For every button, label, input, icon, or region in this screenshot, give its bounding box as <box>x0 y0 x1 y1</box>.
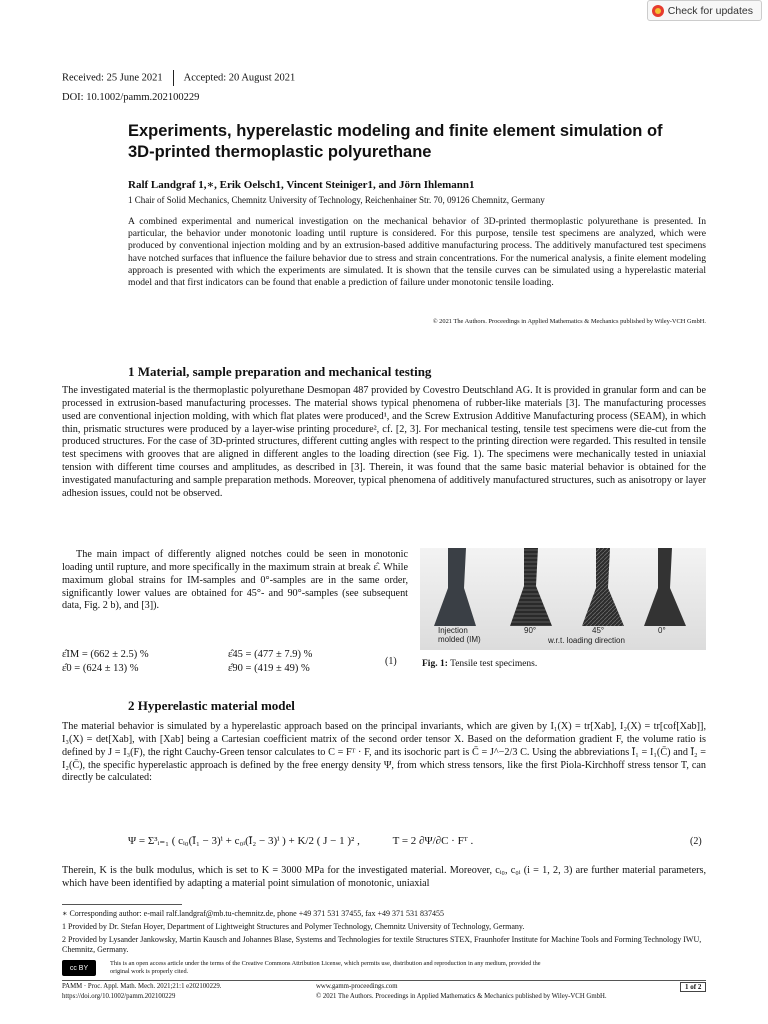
accepted-date: Accepted: 20 August 2021 <box>183 72 296 84</box>
label-injection-molded: Injection molded (IM) <box>438 626 481 644</box>
eq1-im: ε̂IM = (662 ± 2.5) % <box>62 649 149 660</box>
check-for-updates-button[interactable] <box>647 0 762 21</box>
paper-title: Experiments, hyperelastic modeling and finite element simulation of 3D-printed thermoplastic polyurethane <box>128 122 663 161</box>
section-1-paragraph-1: The investigated material is the thermoplastic polyurethane Desmopan 487 provided by Covestro Deutschland AG. It is provided in granular form and can be processed in extrusion-based manufacturing processes. The material shows typical phenomena of rubber-like materials [3]. The manufacturing processes used are conventional injection molding, with which flat plates were produced¹, and the Screw Extrusion Additive Manufacturing process (SEAM), in which thin, prismatic structures were produced by a layer-wise printing procedure², cf. [2, 3]. For mechanical testing, tensile test specimens were die-cut from the produced structures. For the case of 3D-printed structures, different cutting angles with respect to the printing direction were regarded. This resulted in tensile test specimens with grooves that are aligned in different angles to the loading direction (see Fig. 1). The specimens were mechanically tested in uniaxial tension with different time courses and amplitudes, as described in [3]. Therein, it was found that the same basic material behavior is obtained for the investigated manufacturing and sample preparation methods. Moreover, typical phenomena of additively manufactured structures, such as anisotropy or layer adhesion issues, could not be observed. <box>62 385 706 499</box>
label-90: 90° <box>524 626 537 635</box>
footer-website[interactable]: www.gamm-proceedings.com <box>316 983 398 990</box>
label-loading-direction: w.r.t. loading direction <box>548 636 625 645</box>
footnote-rule <box>62 904 182 905</box>
figure-1-caption <box>422 659 537 669</box>
equation-1 <box>62 648 312 676</box>
eq2-free-energy: Ψ = Σ³ᵢ₌₁ ( cᵢ₀(Ī₁ − 3)ⁱ + c₀ᵢ(Ī₂ − 3)ⁱ ) + K/2 ( J − 1 )² , <box>128 835 360 847</box>
section-1-paragraph-2: The main impact of differently aligned notches could be seen in monotonic loading until rupture, and more specifically in the maximum strain at break ε̂. While maximum global strains for IM-samples and 0°-samples are in the same order, significantly lower values are obtained for 45°- and 90°-samples (see subsequent data, Fig. 2 b), and [3]). <box>62 549 408 612</box>
footer-doi[interactable]: https://doi.org/10.1002/pamm.202100229 <box>62 993 176 1000</box>
section-2-paragraph-2: Therein, K is the bulk modulus, which is set to K = 3000 MPa for the investigated material. Moreover, cᵢ₀, c₀ᵢ (i = 1, 2, 3) are further material parameters, which have been identified by adapting a material point simulation of monotonic, uniaxial <box>62 865 706 889</box>
footer-journal: PAMM · Proc. Appl. Math. Mech. 2021;21:1 e202100229. <box>62 983 222 990</box>
page-number: 1 of 2 <box>680 982 706 992</box>
dates-line <box>62 70 295 86</box>
equation-2-number: (2) <box>690 836 702 847</box>
cc-license-icon: cc BY <box>62 960 96 976</box>
caption-label: Fig. 1: <box>422 659 448 669</box>
equation-2 <box>128 834 473 847</box>
check-updates-label: Check for updates <box>667 4 753 17</box>
footer-copyright: © 2021 The Authors. Proceedings in Applied Mathematics & Mechanics published by Wiley-VCH GmbH. <box>316 993 607 1000</box>
abstract: A combined experimental and numerical investigation on the mechanical behavior of 3D-printed thermoplastic polyurethane is presented. In particular, the behavior under monotonic loading until rupture is considered. For this purpose, tensile test specimens are analyzed, which were produced by conventional injection molding and by an extrusion-based additive manufacturing process. The additively manufactured test specimens have notched surfaces that influence the failure behavior due to stress and strain concentrations. For the numerical analysis, a finite element modeling approach is presented with which the experiments are simulated. It is shown that the tensile curves can be simulated using a hyperelastic material model and that first indicators can be found that enable a prediction of failure under monotonic tensile loading. <box>128 216 706 289</box>
footnote-corresponding: ∗ Corresponding author: e-mail ralf.landgraf@mb.tu-chemnitz.de, phone +49 371 531 37455, fax +49 371 531 837455 <box>62 909 444 918</box>
caption-text: Tensile test specimens. <box>447 659 538 669</box>
eq1-45: ε̂45 = (477 ± 7.9) % <box>228 649 313 660</box>
author-list: Ralf Landgraf 1,∗, Erik Oelsch1, Vincent Steiniger1, and Jörn Ihlemann1 <box>128 179 475 191</box>
eq1-90: ε̂90 = (419 ± 49) % <box>228 663 310 674</box>
label-45: 45° <box>592 626 605 635</box>
license-text: This is an open access article under the terms of the Creative Commons Attribution License, which permits use, distribution and reproduction in any medium, provided the original work is properly cited. <box>110 960 541 975</box>
divider <box>173 70 174 86</box>
footnote-1: 1 Provided by Dr. Stefan Hoyer, Department of Lightweight Structures and Polymer Technology, Chemnitz University of Technology, Germany. <box>62 922 525 931</box>
label-0: 0° <box>658 626 666 635</box>
eq1-0: ε̂0 = (624 ± 13) % <box>62 663 139 674</box>
equation-1-number: (1) <box>385 656 397 667</box>
copyright-notice: © 2021 The Authors. Proceedings in Applied Mathematics & Mechanics published by Wiley-VCH GmbH. <box>432 318 706 325</box>
eq2-stress: T = 2 ∂Ψ/∂C · Fᵀ . <box>392 835 474 847</box>
crossmark-icon <box>652 5 664 17</box>
section-1-heading: 1 Material, sample preparation and mechanical testing <box>128 364 432 379</box>
received-date: Received: 25 June 2021 <box>62 72 163 84</box>
section-2-heading: 2 Hyperelastic material model <box>128 698 295 713</box>
figure-1-specimens <box>420 548 706 650</box>
doi-line: DOI: 10.1002/pamm.202100229 <box>62 92 200 103</box>
affiliation: 1 Chair of Solid Mechanics, Chemnitz University of Technology, Reichenhainer Str. 70, 09126 Chemnitz, Germany <box>128 195 545 205</box>
footnote-2: 2 Provided by Lysander Jankowsky, Martin Kausch and Johannes Blase, Systems and Technologies for textile Structures STEX, Fraunhofer Institute for Machine Tools and Forming Technology IWU, Chemnitz, Germany. <box>62 935 702 954</box>
section-2-paragraph-1: The material behavior is simulated by a hyperelastic approach based on the principal invariants, which are given by I₁(X) = tr[Xab], I₂(X) = tr[cof[Xab]], I₃(X) = det[Xab], with [Xab] being a Cartesian coefficient matrix of the second order tensor X. Based on the deformation gradient F, the volume ratio is defined by J = I₃(F), the right Cauchy-Green tensor calculates to C = Fᵀ · F, and its isochoric part is C̄ = J^−2/3 C. Using the abbreviations Ī₁ = I₁(C̄) and Ī₂ = I₂(C̄), the specific hyperelastic approach is defined by the free energy density Ψ, from which stress tensors, like the first Piola-Kirchhoff stress tensor T, can directly be calculated: <box>62 721 706 784</box>
footer-rule <box>62 980 706 981</box>
